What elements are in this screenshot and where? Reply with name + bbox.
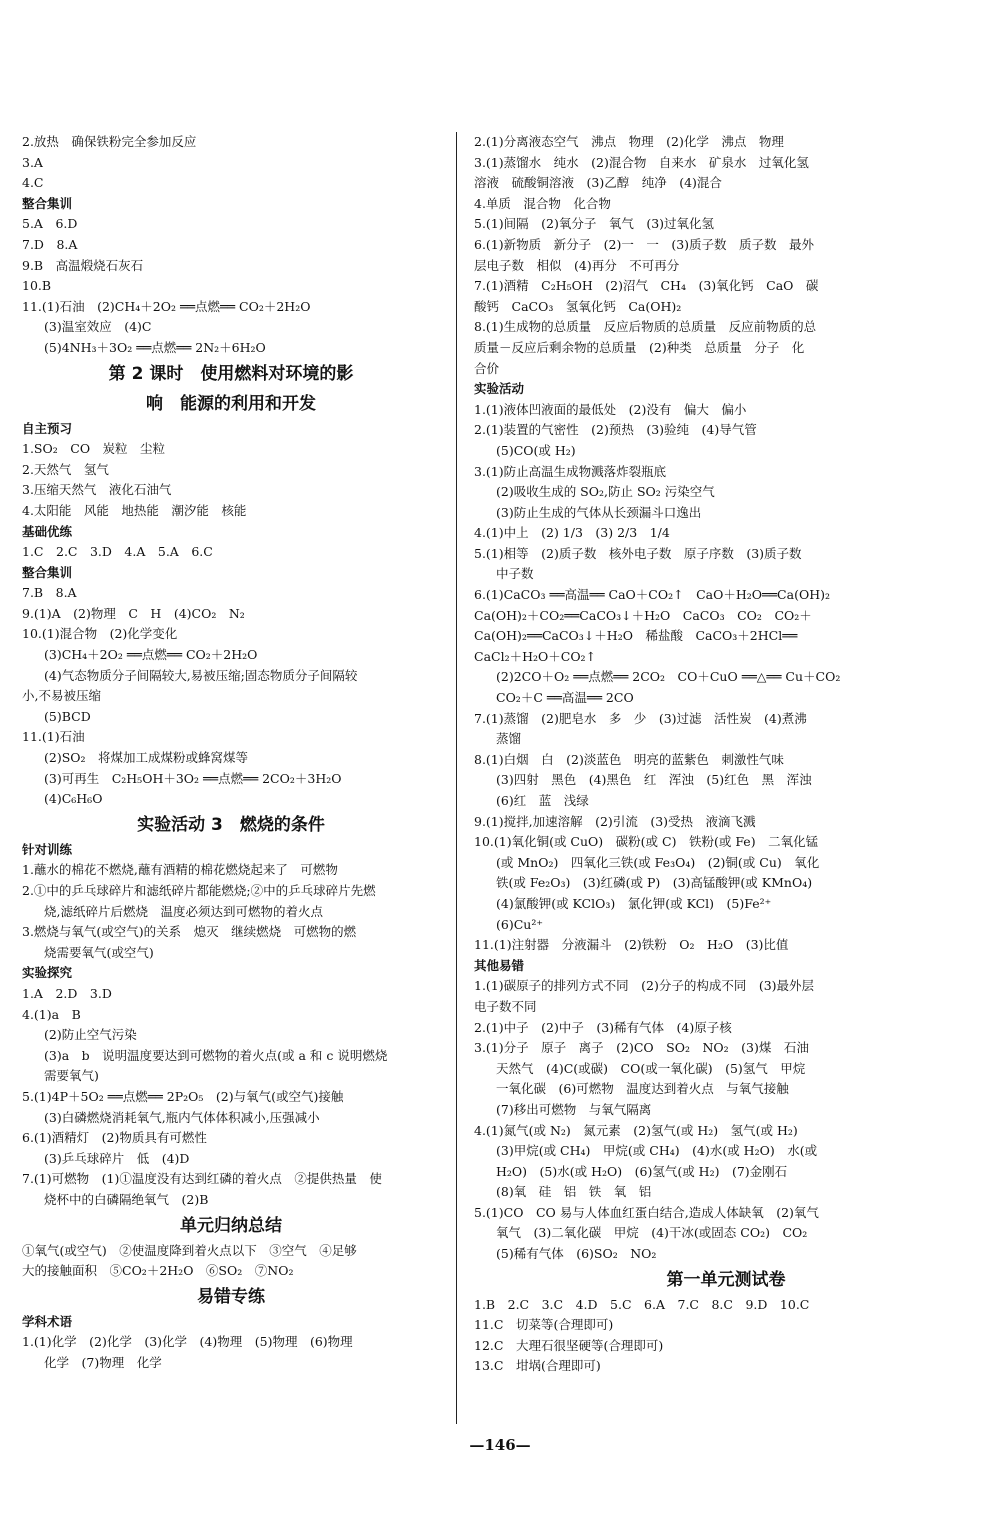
answer-line: 3.压缩天然气 液化石油气 bbox=[22, 482, 172, 498]
answer-line: 6.(1)CaCO₃ ══高温══ CaO＋CO₂↑ CaO＋H₂O══Ca(OH)₂ bbox=[474, 587, 830, 603]
answer-line: (3)防止生成的气体从长颈漏斗口逸出 bbox=[496, 504, 702, 520]
subsection-heading: 整合集训 bbox=[22, 564, 73, 580]
answer-line: ①氧气(或空气) ②使温度降到着火点以下 ③空气 ④足够 bbox=[22, 1242, 357, 1258]
answer-line: (2)SO₂ 将煤加工成煤粉或蜂窝煤等 bbox=[44, 750, 249, 766]
answer-line: (5)BCD bbox=[44, 708, 91, 724]
answer-line: 11.C 切菜等(合理即可) bbox=[474, 1317, 614, 1333]
answer-line: (3)CH₄＋2O₂ ══点燃══ CO₂＋2H₂O bbox=[44, 647, 258, 663]
answer-line: 蒸馏 bbox=[496, 731, 522, 747]
subsection-heading: 基础优练 bbox=[22, 523, 73, 539]
subsection-heading: 实验探究 bbox=[22, 965, 73, 981]
left-column bbox=[22, 132, 440, 1373]
answer-line: 1.B 2.C 3.C 4.D 5.C 6.A 7.C 8.C 9.D 10.C bbox=[474, 1296, 810, 1312]
right-column bbox=[474, 132, 978, 1377]
answer-line: 3.(1)防止高温生成物溅落炸裂瓶底 bbox=[474, 463, 667, 479]
answer-line: 氧气 (3)二氧化碳 甲烷 (4)干冰(或固态 CO₂) CO₂ bbox=[496, 1225, 808, 1241]
answer-line: 铁(或 Fe₂O₃) (3)红磷(或 P) (3)高锰酸钾(或 KMnO₄) bbox=[496, 875, 813, 891]
answer-line: 10.(1)混合物 (2)化学变化 bbox=[22, 626, 178, 642]
answer-line: (2)吸收生成的 SO₂,防止 SO₂ 污染空气 bbox=[496, 484, 715, 500]
answer-line: 2.放热 确保铁粉完全参加反应 bbox=[22, 134, 197, 149]
answer-line: (5)稀有气体 (6)SO₂ NO₂ bbox=[496, 1246, 657, 1262]
answer-line: 9.(1)A (2)物理 C H (4)CO₂ N₂ bbox=[22, 605, 245, 621]
subsection-heading: 自主预习 bbox=[22, 420, 73, 436]
answer-line: 1.(1)化学 (2)化学 (3)化学 (4)物理 (5)物理 (6)物理 bbox=[22, 1334, 353, 1350]
answer-line: (2)防止空气污染 bbox=[44, 1027, 137, 1043]
answer-line: 9.(1)搅拌,加速溶解 (2)引流 (3)受热 液滴飞溅 bbox=[474, 813, 756, 829]
answer-line: (6)Cu²⁺ bbox=[496, 916, 543, 932]
answer-line: 3.(1)蒸馏水 纯水 (2)混合物 自来水 矿泉水 过氧化氢 bbox=[474, 154, 809, 170]
answer-line: 10.B bbox=[22, 278, 52, 294]
answer-line: 5.(1)CO CO 易与人体血红蛋白结合,造成人体缺氧 (2)氧气 bbox=[474, 1204, 819, 1220]
answer-line: CaCl₂＋H₂O＋CO₂↑ bbox=[474, 648, 597, 664]
answer-line: 质量－反应后剩余物的总质量 (2)种类 总质量 分子 化 bbox=[474, 339, 805, 355]
answer-line: (7)移出可燃物 与氧气隔离 bbox=[496, 1101, 652, 1117]
answer-line: 6.(1)酒精灯 (2)物质具有可燃性 bbox=[22, 1130, 207, 1146]
answer-line: 3.A bbox=[22, 154, 43, 170]
answer-line: (3)乒乓球碎片 低 (4)D bbox=[44, 1150, 190, 1166]
section-title: 第 2 课时 使用燃料对环境的影 bbox=[108, 363, 354, 384]
answer-line: 层电子数 相似 (4)再分 不可再分 bbox=[474, 257, 680, 273]
answer-line: 10.(1)氧化铜(或 CuO) 碳粉(或 C) 铁粉(或 Fe) 二氧化锰 bbox=[474, 834, 819, 850]
answer-line: (或 MnO₂) 四氧化三铁(或 Fe₃O₄) (2)铜(或 Cu) 氧化 bbox=[496, 854, 820, 870]
answer-line: 11.(1)石油 bbox=[22, 729, 85, 745]
answer-line: 2.(1)分离液态空气 沸点 物理 (2)化学 沸点 物理 bbox=[474, 134, 784, 149]
answer-line: 烧杯中的白磷隔绝氧气 (2)B bbox=[44, 1191, 209, 1207]
subsection-heading: 实验活动 bbox=[474, 381, 525, 397]
answer-line: 合价 bbox=[474, 360, 500, 376]
answer-line: 3.燃烧与氧气(或空气)的关系 熄灭 继续燃烧 可燃物的燃 bbox=[22, 924, 357, 940]
section-title: 实验活动 3 燃烧的条件 bbox=[137, 814, 325, 835]
answer-line: 11.(1)注射器 分液漏斗 (2)铁粉 O₂ H₂O (3)比值 bbox=[474, 937, 789, 953]
section-title: 单元归纳总结 bbox=[180, 1215, 282, 1236]
answer-line: 12.C 大理石很坚硬等(合理即可) bbox=[474, 1337, 664, 1353]
answer-line: (8)氧 硅 铝 铁 氧 铝 bbox=[496, 1184, 652, 1200]
answer-line: 1.C 2.C 3.D 4.A 5.A 6.C bbox=[22, 544, 213, 560]
answer-line: 7.(1)蒸馏 (2)肥皂水 多 少 (3)过滤 活性炭 (4)煮沸 bbox=[474, 710, 807, 726]
answer-line: (3)可再生 C₂H₅OH＋3O₂ ══点燃══ 2CO₂＋3H₂O bbox=[44, 770, 342, 786]
answer-line: 2.(1)装置的气密性 (2)预热 (3)验纯 (4)导气管 bbox=[474, 422, 757, 438]
section-title: 响 能源的利用和开发 bbox=[146, 393, 316, 414]
answer-line: (4)氯酸钾(或 KClO₃) 氯化钾(或 KCl) (5)Fe²⁺ bbox=[496, 895, 772, 911]
page-number: —146— bbox=[469, 1436, 531, 1454]
answer-line: 1.(1)液体凹液面的最低处 (2)没有 偏大 偏小 bbox=[474, 401, 747, 417]
answer-line: Ca(OH)₂＋CO₂══CaCO₃↓＋H₂O CaCO₃ CO₂ CO₂＋ bbox=[474, 607, 812, 623]
answer-line: 4.C bbox=[22, 175, 44, 191]
answer-line: 1.A 2.D 3.D bbox=[22, 985, 112, 1001]
answer-line: 11.(1)石油 (2)CH₄＋2O₂ ══点燃══ CO₂＋2H₂O bbox=[22, 298, 311, 314]
answer-line: 1.SO₂ CO 炭粒 尘粒 bbox=[22, 441, 166, 457]
answer-line: H₂O) (5)水(或 H₂O) (6)氢气(或 H₂) (7)金刚石 bbox=[496, 1163, 788, 1179]
answer-line: 2.天然气 氢气 bbox=[22, 461, 109, 477]
answer-line: 9.B 高温煅烧石灰石 bbox=[22, 257, 144, 273]
answer-line: (3)a b 说明温度要达到可燃物的着火点(或 a 和 c 说明燃烧 bbox=[44, 1047, 388, 1063]
answer-line: (5)CO(或 H₂) bbox=[496, 442, 576, 458]
watermark-seal bbox=[840, 1432, 990, 1476]
answer-line: 7.B 8.A bbox=[22, 585, 77, 601]
watermark-logo bbox=[840, 1432, 990, 1502]
answer-line: 3.(1)分子 原子 离子 (2)CO SO₂ NO₂ (3)煤 石油 bbox=[474, 1040, 809, 1056]
answer-line: 电子数不同 bbox=[474, 998, 537, 1014]
answer-line: (6)红 蓝 浅绿 bbox=[496, 793, 589, 808]
answer-line: 酸钙 CaCO₃ 氢氧化钙 Ca(OH)₂ bbox=[474, 298, 682, 314]
answer-line: 烧需要氧气(或空气) bbox=[44, 944, 154, 960]
answer-line: 4.太阳能 风能 地热能 潮汐能 核能 bbox=[22, 502, 247, 518]
column-divider bbox=[456, 132, 457, 1424]
answer-line: CO₂＋C ══高温══ 2CO bbox=[496, 690, 634, 706]
answer-line: (5)4NH₃＋3O₂ ══点燃══ 2N₂＋6H₂O bbox=[44, 339, 266, 355]
answer-line: 中子数 bbox=[496, 566, 534, 582]
answer-line: 4.(1)氮气(或 N₂) 氮元素 (2)氢气(或 H₂) 氢气(或 H₂) bbox=[474, 1122, 798, 1138]
answer-line: (4)C₆H₆O bbox=[44, 791, 103, 807]
answer-line: (3)四射 黑色 (4)黑色 红 浑浊 (5)红色 黑 浑浊 bbox=[496, 772, 812, 788]
answer-line: 5.(1)相等 (2)质子数 核外电子数 原子序数 (3)质子数 bbox=[474, 545, 802, 561]
answer-line: 溶液 硫酸铜溶液 (3)乙醇 纯净 (4)混合 bbox=[474, 175, 722, 191]
answer-line: 8.(1)白烟 白 (2)淡蓝色 明亮的蓝紫色 刺激性气味 bbox=[474, 751, 784, 767]
answer-line: 1.蘸水的棉花不燃烧,蘸有酒精的棉花燃烧起来了 可燃物 bbox=[22, 862, 338, 878]
answer-line: 小,不易被压缩 bbox=[22, 688, 101, 704]
answer-line: 6.(1)新物质 新分子 (2)一 一 (3)质子数 质子数 最外 bbox=[474, 236, 815, 252]
answer-line: 4.(1)中上 (2) 1/3 (3) 2/3 1/4 bbox=[474, 525, 670, 541]
answer-line: Ca(OH)₂══CaCO₃↓＋H₂O 稀盐酸 CaCO₃＋2HCl══ bbox=[474, 628, 798, 644]
answer-line: (2)2CO＋O₂ ══点燃══ 2CO₂ CO＋CuO ══△══ Cu＋CO₂ bbox=[496, 669, 841, 685]
answer-line: 大的接触面积 ⑤CO₂＋2H₂O ⑥SO₂ ⑦NO₂ bbox=[22, 1263, 294, 1279]
answer-line: 7.(1)酒精 C₂H₅OH (2)沼气 CH₄ (3)氧化钙 CaO 碳 bbox=[474, 278, 819, 294]
answer-line: (4)气态物质分子间隔较大,易被压缩;固态物质分子间隔较 bbox=[44, 667, 358, 683]
answer-line: 5.A 6.D bbox=[22, 216, 78, 232]
answer-line: 7.D 8.A bbox=[22, 236, 78, 252]
answer-line: 1.(1)碳原子的排列方式不同 (2)分子的构成不同 (3)最外层 bbox=[474, 978, 815, 994]
answer-line: 2.(1)中子 (2)中子 (3)稀有气体 (4)原子核 bbox=[474, 1019, 732, 1035]
subsection-heading: 其他易错 bbox=[474, 957, 525, 973]
answer-line: (3)白磷燃烧消耗氧气,瓶内气体体积减小,压强减小 bbox=[44, 1109, 320, 1125]
answer-line: 5.(1)4P＋5O₂ ══点燃══ 2P₂O₅ (2)与氧气(或空气)接触 bbox=[22, 1088, 344, 1104]
answer-line: 化学 (7)物理 化学 bbox=[44, 1354, 162, 1370]
section-title: 第一单元测试卷 bbox=[666, 1269, 786, 1290]
answer-line: (3)温室效应 (4)C bbox=[44, 319, 152, 335]
answer-line: 8.(1)生成物的总质量 反应后物质的总质量 反应前物质的总 bbox=[474, 319, 817, 335]
answer-line: 7.(1)可燃物 (1)①温度没有达到红磷的着火点 ②提供热量 使 bbox=[22, 1171, 382, 1187]
answer-line: 烧,滤纸碎片后燃烧 温度必须达到可燃物的着火点 bbox=[44, 903, 323, 919]
answer-line: 4.(1)a B bbox=[22, 1006, 81, 1022]
answer-line: 一氧化碳 (6)可燃物 温度达到着火点 与氧气接触 bbox=[496, 1081, 789, 1097]
section-title: 易错专练 bbox=[197, 1286, 265, 1307]
answer-line: 13.C 坩埚(合理即可) bbox=[474, 1358, 601, 1374]
subsection-heading: 整合集训 bbox=[22, 195, 73, 211]
answer-line: 需要氧气) bbox=[44, 1068, 99, 1084]
subsection-heading: 学科术语 bbox=[22, 1313, 73, 1329]
answer-line: 5.(1)间隔 (2)氧分子 氧气 (3)过氧化氢 bbox=[474, 216, 715, 232]
answer-line: 天然气 (4)C(或碳) CO(或一氧化碳) (5)氢气 甲烷 bbox=[496, 1060, 806, 1076]
subsection-heading: 针对训练 bbox=[22, 841, 73, 857]
answer-line: (3)甲烷(或 CH₄) 甲烷(或 CH₄) (4)水(或 H₂O) 水(或 bbox=[496, 1143, 818, 1159]
answer-line: 2.①中的乒乓球碎片和滤纸碎片都能燃烧;②中的乒乓球碎片先燃 bbox=[22, 883, 376, 898]
answer-line: 4.单质 混合物 化合物 bbox=[474, 195, 611, 211]
